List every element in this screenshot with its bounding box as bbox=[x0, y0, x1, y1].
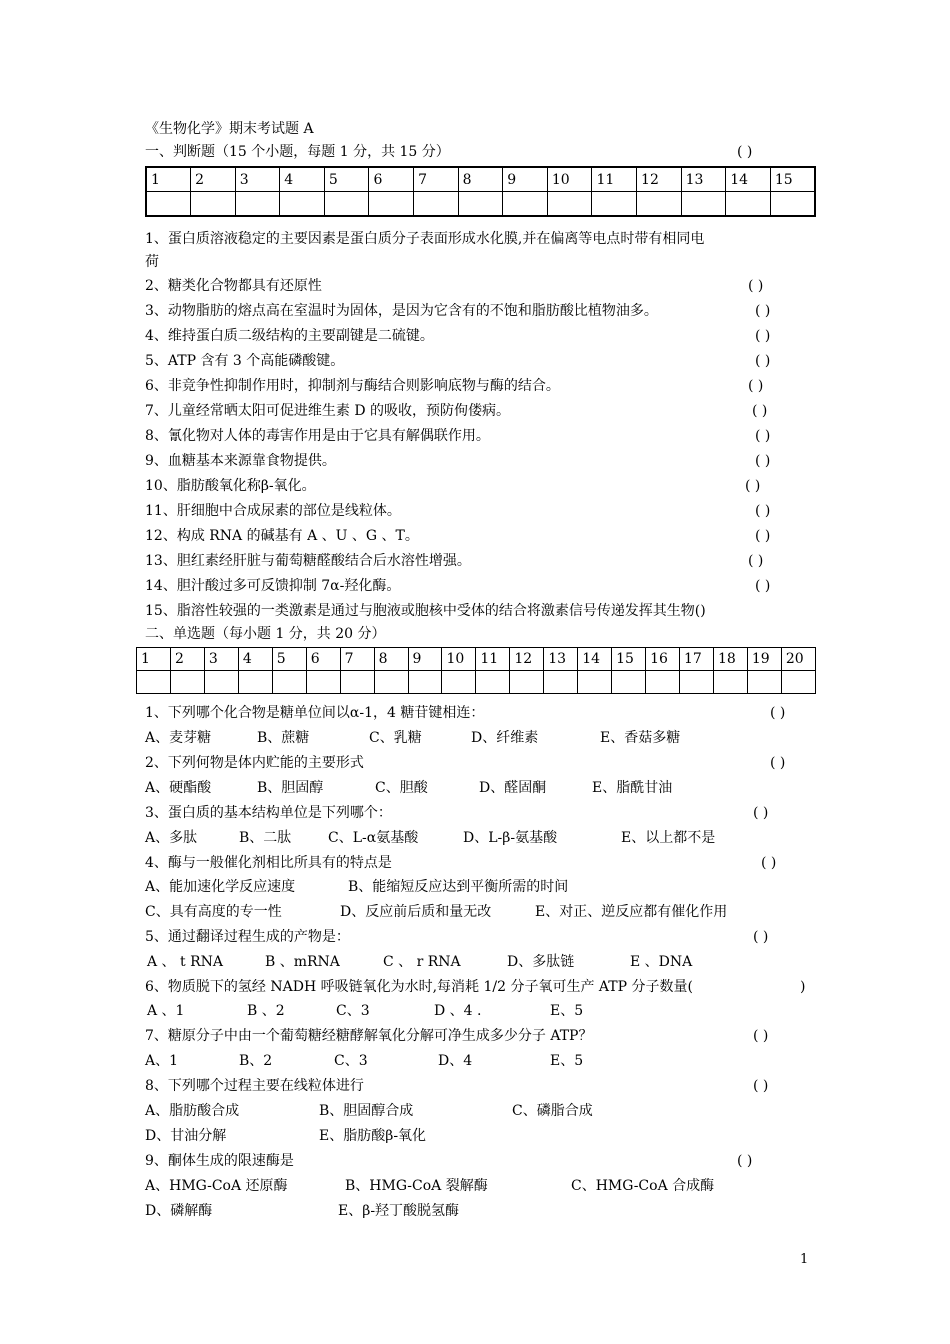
sc-option[interactable]: E 、DNA bbox=[630, 954, 693, 970]
sc-options-row bbox=[145, 901, 815, 923]
tf-answer-cell[interactable] bbox=[414, 192, 459, 217]
sc-option[interactable]: B、2 bbox=[239, 1053, 273, 1069]
sc-option[interactable]: B、胆固醇合成 bbox=[319, 1103, 414, 1119]
sc-option[interactable]: E、以上都不是 bbox=[621, 830, 716, 846]
tf-answer-cell[interactable] bbox=[681, 192, 726, 217]
sc-option[interactable]: E、5 bbox=[550, 1003, 584, 1019]
tf-answer-cell[interactable] bbox=[726, 192, 771, 217]
tf-number-cell: 11 bbox=[592, 167, 637, 192]
sc-option[interactable]: E、香菇多糖 bbox=[600, 730, 681, 746]
sc-option[interactable]: A 、 t RNA bbox=[147, 954, 223, 970]
tf-number-row bbox=[146, 167, 815, 192]
sc-answer-cell[interactable] bbox=[646, 671, 680, 694]
sc-option[interactable]: A、HMG-CoA 还原酶 bbox=[145, 1178, 288, 1194]
tf-number-cell: 12 bbox=[637, 167, 682, 192]
sc-answer-cell[interactable] bbox=[340, 671, 374, 694]
sc-options-row bbox=[145, 1175, 815, 1197]
sc-number-cell: 18 bbox=[713, 648, 747, 671]
tf-question: 11、肝细胞中合成尿素的部位是线粒体。 ( ) bbox=[145, 503, 771, 519]
sc-option[interactable]: B、HMG-CoA 裂解酶 bbox=[345, 1178, 488, 1194]
sc-option[interactable]: D 、4 . bbox=[434, 1003, 482, 1019]
sc-option[interactable]: A 、1 bbox=[147, 1003, 185, 1019]
sc-answer-cell[interactable] bbox=[442, 671, 476, 694]
tf-number-cell: 3 bbox=[235, 167, 280, 192]
sc-option[interactable]: B、蔗糖 bbox=[257, 730, 310, 746]
sc-answer-cell[interactable] bbox=[510, 671, 544, 694]
sc-option[interactable]: C、L-α氨基酸 bbox=[328, 830, 419, 846]
sc-question-stem: 7、糖原分子中由一个葡萄糖经糖酵解氧化分解可净生成多少分子 ATP？ ( ) bbox=[145, 1028, 769, 1044]
tf-question: 13、胆红素经肝脏与葡萄糖醛酸结合后水溶性增强。 ( ) bbox=[145, 553, 764, 569]
sc-answer-cell[interactable] bbox=[374, 671, 408, 694]
sc-option[interactable]: B 、2 bbox=[247, 1003, 285, 1019]
sc-option[interactable]: C、HMG-CoA 合成酶 bbox=[571, 1178, 715, 1194]
tf-answer-table bbox=[145, 166, 816, 217]
tf-question: 9、血糖基本来源靠食物提供。 ( ) bbox=[145, 453, 771, 469]
tf-question: 4、维持蛋白质二级结构的主要副键是二硫键。 ( ) bbox=[145, 328, 771, 344]
exam-title: 《生物化学》期末考试题 A bbox=[145, 121, 314, 137]
sc-options-row bbox=[145, 1050, 815, 1072]
sc-option[interactable]: C、3 bbox=[336, 1003, 370, 1019]
tf-answer-cell[interactable] bbox=[235, 192, 280, 217]
sc-number-cell: 1 bbox=[137, 648, 171, 671]
sc-option[interactable]: D、醛固酮 bbox=[479, 780, 547, 796]
tf-number-cell: 10 bbox=[547, 167, 592, 192]
tf-answer-cell[interactable] bbox=[324, 192, 369, 217]
tf-answer-cell[interactable] bbox=[369, 192, 414, 217]
sc-option[interactable]: C、乳糖 bbox=[369, 730, 422, 746]
sc-answer-cell[interactable] bbox=[781, 671, 815, 694]
tf-question: 14、胆汁酸过多可反馈抑制 7α-羟化酶。 ( ) bbox=[145, 578, 771, 594]
tf-answer-cell[interactable] bbox=[458, 192, 503, 217]
sc-options-row bbox=[145, 1125, 815, 1147]
sc-number-cell: 14 bbox=[578, 648, 612, 671]
sc-answer-cell[interactable] bbox=[747, 671, 781, 694]
sc-option[interactable]: E、脂肪酸β-氧化 bbox=[319, 1128, 427, 1144]
sc-option[interactable]: D、4 bbox=[438, 1053, 473, 1069]
tf-number-cell: 4 bbox=[280, 167, 325, 192]
sc-answer-cell[interactable] bbox=[170, 671, 204, 694]
sc-answer-row bbox=[137, 671, 816, 694]
sc-number-cell: 20 bbox=[781, 648, 815, 671]
sc-number-cell: 8 bbox=[374, 648, 408, 671]
sc-number-cell: 15 bbox=[612, 648, 646, 671]
sc-number-cell: 9 bbox=[408, 648, 442, 671]
sc-option[interactable]: D、反应前后质和量无改 bbox=[340, 904, 492, 920]
tf-question: 荷 bbox=[145, 254, 159, 270]
sc-options-row bbox=[145, 1000, 815, 1022]
tf-answer-cell[interactable] bbox=[191, 192, 236, 217]
sc-number-cell: 4 bbox=[238, 648, 272, 671]
sc-options-row bbox=[145, 827, 815, 849]
tf-question: 12、构成 RNA 的碱基有 A 、U 、G 、T。 ( ) bbox=[145, 528, 771, 544]
sc-option[interactable]: E、5 bbox=[550, 1053, 584, 1069]
sc-answer-cell[interactable] bbox=[238, 671, 272, 694]
sc-option[interactable]: A、能加速化学反应速度 bbox=[145, 879, 296, 895]
sc-answer-cell[interactable] bbox=[612, 671, 646, 694]
sc-option[interactable]: A、硬酯酸 bbox=[145, 780, 212, 796]
sc-option[interactable]: E、脂酰甘油 bbox=[592, 780, 673, 796]
sc-number-cell: 16 bbox=[646, 648, 680, 671]
tf-answer-cell[interactable] bbox=[547, 192, 592, 217]
tf-question: 3、动物脂肪的熔点高在室温时为固体，是因为它含有的不饱和脂肪酸比植物油多。 ( ) bbox=[145, 303, 771, 319]
sc-number-cell: 12 bbox=[510, 648, 544, 671]
sc-number-cell: 2 bbox=[170, 648, 204, 671]
page-number: 1 bbox=[800, 1252, 809, 1267]
tf-question: 8、氰化物对人体的毒害作用是由于它具有解偶联作用。 ( ) bbox=[145, 428, 771, 444]
sc-question-stem: 3、蛋白质的基本结构单位是下列哪个： ( ) bbox=[145, 805, 769, 821]
tf-number-cell: 6 bbox=[369, 167, 414, 192]
tf-number-cell: 1 bbox=[146, 167, 191, 192]
tf-question: 2、糖类化合物都具有还原性 ( ) bbox=[145, 278, 764, 294]
sc-options-row bbox=[145, 951, 815, 973]
sc-option[interactable]: B、能缩短反应达到平衡所需的时间 bbox=[348, 879, 569, 895]
sc-option[interactable]: C、胆酸 bbox=[375, 780, 428, 796]
sc-option[interactable]: E、对正、逆反应都有催化作用 bbox=[535, 904, 728, 920]
sc-answer-cell[interactable] bbox=[204, 671, 238, 694]
sc-options-row bbox=[145, 727, 815, 749]
tf-number-cell: 14 bbox=[726, 167, 771, 192]
sc-answer-cell[interactable] bbox=[476, 671, 510, 694]
sc-question-stem: 6、物质脱下的氢经 NADH 呼吸链氧化为水时,每消耗 1/2 分子氧可生产 ATP 分子数量( ) bbox=[145, 979, 806, 995]
tf-question: 7、儿童经常晒太阳可促进维生素 D 的吸收，预防佝偻病。 ( ) bbox=[145, 403, 768, 419]
sc-number-cell: 5 bbox=[272, 648, 306, 671]
tf-answer-cell[interactable] bbox=[146, 192, 191, 217]
tf-section-header: 一、判断题（15 个小题，每题 1 分，共 15 分） ( ) bbox=[145, 144, 753, 160]
tf-number-cell: 8 bbox=[458, 167, 503, 192]
tf-number-cell: 13 bbox=[681, 167, 726, 192]
sc-options-row bbox=[145, 777, 815, 799]
sc-option[interactable]: D、磷解酶 bbox=[145, 1203, 213, 1219]
tf-number-cell: 7 bbox=[414, 167, 459, 192]
sc-options-row bbox=[145, 1200, 815, 1222]
tf-number-cell: 9 bbox=[503, 167, 548, 192]
sc-number-cell: 10 bbox=[442, 648, 476, 671]
tf-number-cell: 15 bbox=[770, 167, 815, 192]
sc-number-cell: 17 bbox=[680, 648, 714, 671]
tf-question: 1、蛋白质溶液稳定的主要因素是蛋白质分子表面形成水化膜,并在偏离等电点时带有相同电 bbox=[145, 231, 705, 247]
tf-question: 5、ATP 含有 3 个高能磷酸键。 ( ) bbox=[145, 353, 771, 369]
sc-option[interactable]: C、3 bbox=[334, 1053, 368, 1069]
sc-option[interactable]: D、甘油分解 bbox=[145, 1128, 227, 1144]
tf-answer-cell[interactable] bbox=[280, 192, 325, 217]
tf-question: 15、脂溶性较强的一类激素是通过与胞液或胞核中受体的结合将激素信号传递发挥其生物() bbox=[145, 603, 706, 619]
tf-answer-cell[interactable] bbox=[592, 192, 637, 217]
sc-number-cell: 19 bbox=[747, 648, 781, 671]
sc-answer-cell[interactable] bbox=[713, 671, 747, 694]
sc-question-stem: 2、下列何物是体内贮能的主要形式 ( ) bbox=[145, 755, 786, 771]
sc-option[interactable]: A、1 bbox=[145, 1053, 179, 1069]
sc-option[interactable]: B 、mRNA bbox=[265, 954, 340, 970]
sc-answer-cell[interactable] bbox=[272, 671, 306, 694]
sc-option[interactable]: A、多肽 bbox=[145, 830, 198, 846]
tf-answer-cell[interactable] bbox=[637, 192, 682, 217]
sc-option[interactable]: B、胆固醇 bbox=[257, 780, 324, 796]
sc-answer-cell[interactable] bbox=[544, 671, 578, 694]
sc-number-cell: 7 bbox=[340, 648, 374, 671]
sc-question-stem: 4、酶与一般催化剂相比所具有的特点是 ( ) bbox=[145, 855, 777, 871]
sc-question-stem: 1、下列哪个化合物是糖单位间以α-1，4 糖苷键相连： ( ) bbox=[145, 705, 786, 721]
sc-answer-cell[interactable] bbox=[137, 671, 171, 694]
sc-option[interactable]: E、β-羟丁酸脱氢酶 bbox=[338, 1203, 460, 1219]
sc-answer-cell[interactable] bbox=[578, 671, 612, 694]
tf-number-cell: 2 bbox=[191, 167, 236, 192]
sc-option[interactable]: D、纤维素 bbox=[471, 730, 539, 746]
sc-option[interactable]: A、脂肪酸合成 bbox=[145, 1103, 240, 1119]
sc-answer-cell[interactable] bbox=[680, 671, 714, 694]
sc-option[interactable]: D、L-β-氨基酸 bbox=[463, 830, 558, 846]
sc-answer-table bbox=[136, 647, 816, 694]
tf-answer-row bbox=[146, 192, 815, 217]
sc-option[interactable]: B、二肽 bbox=[239, 830, 292, 846]
sc-question-stem: 8、下列哪个过程主要在线粒体进行 ( ) bbox=[145, 1078, 769, 1094]
sc-options-row bbox=[145, 876, 815, 898]
sc-question-stem: 9、酮体生成的限速酶是 ( ) bbox=[145, 1153, 753, 1169]
sc-number-cell: 3 bbox=[204, 648, 238, 671]
sc-option[interactable]: C 、 r RNA bbox=[383, 954, 461, 970]
tf-question: 6、非竞争性抑制作用时，抑制剂与酶结合则影响底物与酶的结合。 ( ) bbox=[145, 378, 764, 394]
sc-number-row bbox=[137, 648, 816, 671]
tf-answer-cell[interactable] bbox=[770, 192, 815, 217]
sc-options-row bbox=[145, 1100, 815, 1122]
sc-option[interactable]: D、多肽链 bbox=[507, 954, 575, 970]
sc-number-cell: 6 bbox=[306, 648, 340, 671]
sc-answer-cell[interactable] bbox=[408, 671, 442, 694]
sc-number-cell: 13 bbox=[544, 648, 578, 671]
sc-section-header: 二、单选题（每小题 1 分，共 20 分） bbox=[145, 626, 386, 642]
sc-option[interactable]: A、麦芽糖 bbox=[145, 730, 212, 746]
tf-question: 10、脂肪酸氧化称β-氧化。 ( ) bbox=[145, 478, 761, 494]
sc-question-stem: 5、通过翻译过程生成的产物是： ( ) bbox=[145, 929, 769, 945]
sc-option[interactable]: C、具有高度的专一性 bbox=[145, 904, 282, 920]
tf-answer-cell[interactable] bbox=[503, 192, 548, 217]
sc-number-cell: 11 bbox=[476, 648, 510, 671]
sc-option[interactable]: C、磷脂合成 bbox=[512, 1103, 593, 1119]
tf-number-cell: 5 bbox=[324, 167, 369, 192]
sc-answer-cell[interactable] bbox=[306, 671, 340, 694]
